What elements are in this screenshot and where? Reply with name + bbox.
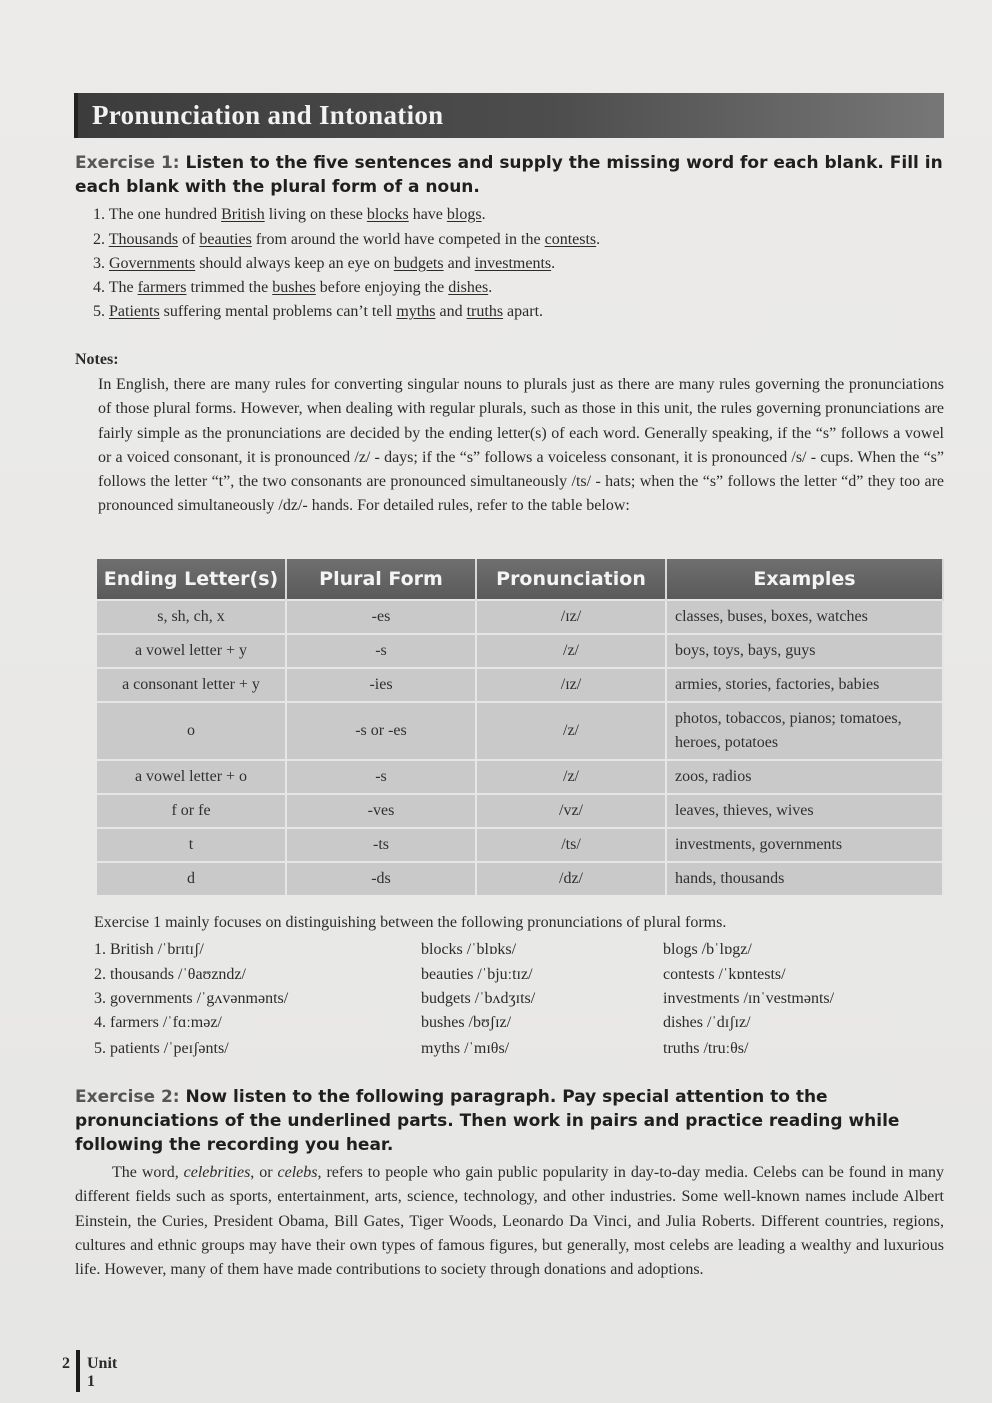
sentence-item bbox=[93, 276, 492, 300]
paragraph-text: The word, bbox=[112, 1164, 184, 1181]
table-row bbox=[97, 794, 943, 828]
pronunciation-entry: dishes /ˈdɪʃɪz/ bbox=[663, 1014, 751, 1031]
exercise2-label: Exercise 2: bbox=[75, 1087, 180, 1107]
section-banner bbox=[74, 93, 944, 138]
sentence-item bbox=[93, 228, 600, 252]
answer-word: bushes bbox=[272, 279, 316, 296]
sentence-text: trimmed the bbox=[186, 279, 273, 296]
answer-word: Thousands bbox=[108, 231, 179, 248]
pronunciation-intro: Exercise 1 mainly focuses on distinguishing between the following pronunciations of plural forms. bbox=[94, 914, 727, 931]
answer-word: Governments bbox=[109, 255, 196, 272]
answer-word: blogs bbox=[446, 206, 482, 223]
table-cell: classes, buses, boxes, watches bbox=[666, 600, 943, 634]
sentence-text: . bbox=[481, 206, 486, 223]
table-row bbox=[97, 702, 943, 760]
sentence-number: 4. bbox=[93, 279, 105, 296]
pronunciation-entry: 2. thousands /ˈθaʊzndz/ bbox=[94, 966, 246, 983]
sentence-text: and bbox=[435, 303, 467, 320]
sentence-text: before enjoying the bbox=[315, 279, 449, 296]
answer-word: Patients bbox=[109, 303, 160, 320]
table-header: Ending Letter(s) bbox=[97, 559, 286, 600]
table-cell: leaves, thieves, wives bbox=[666, 794, 943, 828]
notes-text: In English, there are many rules for converting singular nouns to plurals just as there are many rules governing the pronunciations of those plural forms. However, when dealing with regular plurals, such as those in this unit, the rules governing pronunciations are fairly simple as the pronunciations are decided by the ending letter(s) of each word. Generally speaking, if the “s” follows a vowel or a voiced consonant, it is pronounced /z/ - days; if the “s” follows a voiceless consonant, it is pronounced /s/ - cups. When the “s” follows the letter “t”, the two consonants are pronounced simultaneously /ts/ - hats; when the “s” follows the letter “d” they too are pronounced simultaneously /dz/- hands. For detailed rules, refer to the table below: bbox=[98, 376, 944, 515]
sentence-text: and bbox=[443, 255, 475, 272]
pronunciation-row bbox=[94, 1011, 944, 1035]
pronunciation-entry: 5. patients /ˈpeɪʃənts/ bbox=[94, 1040, 229, 1057]
table-cell: armies, stories, factories, babies bbox=[666, 668, 943, 702]
sentence-text: . bbox=[596, 231, 601, 248]
table-header: Plural Form bbox=[286, 559, 476, 600]
table-cell: /ɪz/ bbox=[476, 668, 666, 702]
answer-word: myths bbox=[396, 303, 436, 320]
footer-divider bbox=[76, 1350, 80, 1392]
unit-label: Unit 1 bbox=[87, 1355, 118, 1390]
plural-rules-table bbox=[97, 559, 944, 895]
paragraph-italic-term: celebrities bbox=[183, 1164, 251, 1181]
table-cell: s, sh, ch, x bbox=[97, 600, 286, 634]
table-cell: /dz/ bbox=[476, 862, 666, 895]
sentence-text: have bbox=[408, 206, 447, 223]
exercise2-heading bbox=[75, 1085, 947, 1157]
answer-word: dishes bbox=[448, 279, 489, 296]
answer-word: truths bbox=[466, 303, 504, 320]
paragraph-italic-term: celebs bbox=[277, 1164, 318, 1181]
pronunciation-entry: bushes /bʊʃɪz/ bbox=[421, 1014, 512, 1031]
pronunciation-entry: blocks /ˈblɒks/ bbox=[421, 941, 517, 958]
sentence-number: 3. bbox=[93, 255, 105, 272]
pronunciation-entry: budgets /ˈbʌdʒɪts/ bbox=[421, 990, 536, 1007]
answer-word: budgets bbox=[393, 255, 444, 272]
paragraph-text: , or bbox=[250, 1164, 278, 1181]
notes-title: Notes: bbox=[75, 351, 119, 368]
table-cell: zoos, radios bbox=[666, 760, 943, 794]
pronunciation-entry: beauties /ˈbjuːtɪz/ bbox=[421, 966, 533, 983]
pronunciation-row bbox=[94, 1037, 944, 1061]
table-cell: hands, thousands bbox=[666, 862, 943, 895]
sentence-text: suffering mental problems can’t tell bbox=[159, 303, 397, 320]
pronunciation-entry: blogs /bˈlɒgz/ bbox=[663, 941, 752, 958]
pronunciation-entry: 1. British /ˈbrɪtɪʃ/ bbox=[94, 941, 204, 958]
table-cell: /z/ bbox=[476, 760, 666, 794]
table-cell: a consonant letter + y bbox=[97, 668, 286, 702]
sentence-text: from around the world have competed in the bbox=[251, 231, 545, 248]
pronunciation-entry: 3. governments /ˈgʌvənmənts/ bbox=[94, 990, 289, 1007]
table-cell: -s or -es bbox=[286, 702, 476, 760]
table-cell: t bbox=[97, 828, 286, 862]
table-row bbox=[97, 760, 943, 794]
table-row bbox=[97, 828, 943, 862]
exercise1-label: Exercise 1: bbox=[75, 153, 180, 173]
table-cell: f or fe bbox=[97, 794, 286, 828]
table-row bbox=[97, 634, 943, 668]
table-header: Examples bbox=[666, 559, 943, 600]
table-cell: boys, toys, bays, guys bbox=[666, 634, 943, 668]
sentence-text: should always keep an eye on bbox=[195, 255, 394, 272]
sentence-number: 1. bbox=[93, 206, 105, 223]
sentence-text: The bbox=[108, 279, 138, 296]
table-header: Pronunciation bbox=[476, 559, 666, 600]
table-cell: a vowel letter + y bbox=[97, 634, 286, 668]
sentence-text: . bbox=[551, 255, 556, 272]
answer-word: beauties bbox=[199, 231, 252, 248]
table-header-row bbox=[97, 559, 943, 600]
table-cell: d bbox=[97, 862, 286, 895]
paragraph-text: , refers to people who gain public popularity in day-to-day media. Celebs can be found in many different fields such as sports, entertainment, arts, science, technology, and other industries. Some well-known names include Albert Einstein, the Curies, President Obama, Bill Gates, Tiger Woods, Leonardo Da Vinci, and Julia Roberts. Different countries, regions, cultures and ethnic groups may have their own types of famous figures, but generally, most celebs are leading a wealthy and luxurious life. However, many of them have made contributions to society through donations and adoptions. bbox=[75, 1164, 944, 1279]
exercise2-instruction: Now listen to the following paragraph. Pay special attention to the pronunciations of the underlined parts. Then work in pairs and practice reading while following the recording you hear. bbox=[75, 1087, 900, 1155]
table-cell: /vz/ bbox=[476, 794, 666, 828]
table-cell: /ɪz/ bbox=[476, 600, 666, 634]
table-cell: -ves bbox=[286, 794, 476, 828]
table-cell: -ds bbox=[286, 862, 476, 895]
sentence-item bbox=[93, 203, 486, 227]
pronunciation-entry: 4. farmers /ˈfɑːməz/ bbox=[94, 1014, 222, 1031]
exercise2-paragraph bbox=[75, 1161, 944, 1282]
pronunciation-row bbox=[94, 987, 944, 1011]
sentence-item bbox=[93, 252, 555, 276]
exercise1-heading bbox=[75, 151, 947, 199]
pronunciation-row bbox=[94, 963, 944, 987]
pronunciation-row bbox=[94, 938, 944, 962]
answer-word: British bbox=[221, 206, 265, 223]
sentence-text: The one hundred bbox=[108, 206, 222, 223]
pronunciation-entry: contests /ˈkɒntests/ bbox=[663, 966, 786, 983]
pronunciation-entry: myths /ˈmɪθs/ bbox=[421, 1040, 510, 1057]
table-cell: -es bbox=[286, 600, 476, 634]
exercise1-instruction: Listen to the five sentences and supply the missing word for each blank. Fill in each blank with the plural form of a noun. bbox=[75, 153, 943, 197]
pronunciation-entry: investments /ɪnˈvestmənts/ bbox=[663, 990, 835, 1007]
answer-word: farmers bbox=[137, 279, 187, 296]
table-cell: a vowel letter + o bbox=[97, 760, 286, 794]
sentence-text: living on these bbox=[264, 206, 367, 223]
table-row bbox=[97, 862, 943, 895]
table-cell: -s bbox=[286, 634, 476, 668]
table-cell: o bbox=[97, 702, 286, 760]
table-cell: photos, tobaccos, pianos; tomatoes, heroes, potatoes bbox=[666, 702, 943, 760]
sentence-text: of bbox=[178, 231, 200, 248]
table-cell: /z/ bbox=[476, 702, 666, 760]
sentence-item bbox=[93, 300, 543, 324]
pronunciation-entry: truths /truːθs/ bbox=[663, 1040, 749, 1057]
sentence-number: 5. bbox=[93, 303, 105, 320]
table-cell: /z/ bbox=[476, 634, 666, 668]
table-cell: investments, governments bbox=[666, 828, 943, 862]
table-row bbox=[97, 668, 943, 702]
sentence-number: 2. bbox=[93, 231, 105, 248]
table-cell: -ts bbox=[286, 828, 476, 862]
table-cell: /ts/ bbox=[476, 828, 666, 862]
answer-word: blocks bbox=[366, 206, 409, 223]
table-cell: -ies bbox=[286, 668, 476, 702]
table-cell: -s bbox=[286, 760, 476, 794]
answer-word: investments bbox=[474, 255, 552, 272]
answer-word: contests bbox=[544, 231, 597, 248]
sentence-text: apart. bbox=[503, 303, 544, 320]
sentence-text: . bbox=[488, 279, 493, 296]
table-row bbox=[97, 600, 943, 634]
section-title: Pronunciation and Intonation bbox=[92, 100, 444, 130]
page-number: 2 bbox=[62, 1355, 70, 1372]
